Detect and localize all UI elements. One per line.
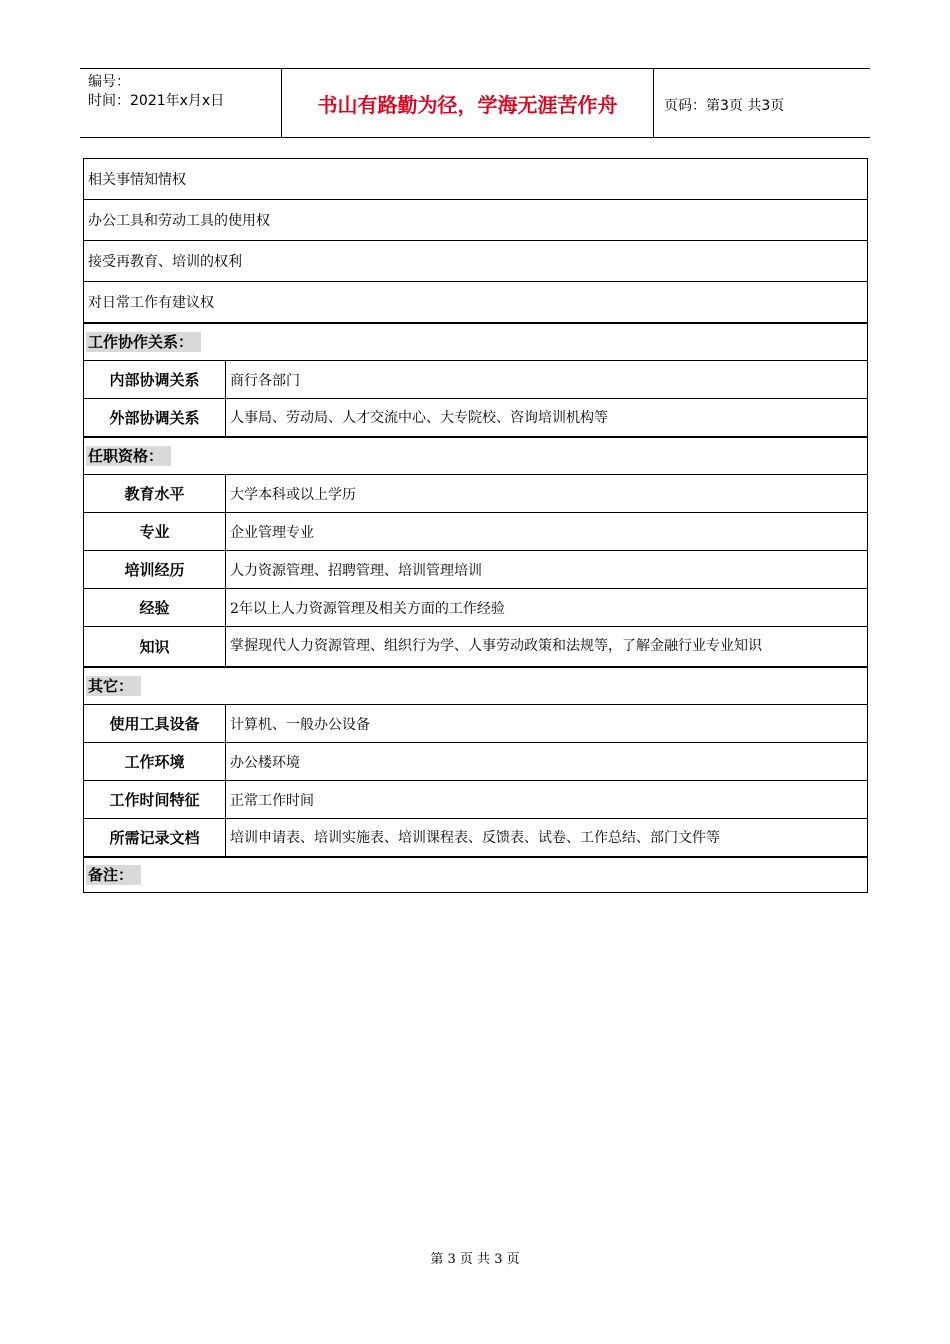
row-label: 知识 [84,627,226,667]
row-value: 商行各部门 [226,361,868,399]
row-value: 2年以上人力资源管理及相关方面的工作经验 [226,589,868,627]
row-value: 办公楼环境 [226,743,868,781]
rights-item: 接受再教育、培训的权利 [84,241,868,282]
page-footer: 第 3 页 共 3 页 [430,1252,520,1267]
row-label: 所需记录文档 [84,819,226,857]
table-row [84,627,868,667]
table-row [84,781,868,819]
row-value: 正常工作时间 [226,781,868,819]
table-row [84,513,868,551]
document-number: 编号： [88,74,130,90]
rights-item: 对日常工作有建议权 [84,282,868,323]
table-row [84,743,868,781]
rights-row [84,282,868,323]
document-date: 时间：2021年x月x日 [88,93,225,109]
section-title-remarks: 备注： [84,857,868,893]
section-title-cooperation: 工作协作关系： [84,323,868,361]
row-label: 专业 [84,513,226,551]
row-value: 企业管理专业 [226,513,868,551]
table-row [84,361,868,399]
row-label: 工作环境 [84,743,226,781]
row-value: 人力资源管理、招聘管理、培训管理培训 [226,551,868,589]
table-row [84,589,868,627]
table-row [84,475,868,513]
row-value: 大学本科或以上学历 [226,475,868,513]
rights-item: 办公工具和劳动工具的使用权 [84,200,868,241]
section-row [84,857,868,893]
row-value: 人事局、劳动局、人才交流中心、大专院校、咨询培训机构等 [226,399,868,437]
table-row [84,819,868,857]
header-motto: 书山有路勤为径，学海无涯苦作舟 [317,92,618,117]
section-row [84,667,868,705]
rights-row [84,200,868,241]
row-label: 培训经历 [84,551,226,589]
row-value: 掌握现代人力资源管理、组织行为学、人事劳动政策和法规等，了解金融行业专业知识 [226,627,868,667]
row-label: 教育水平 [84,475,226,513]
rights-row [84,241,868,282]
section-title-others: 其它： [84,667,868,705]
row-label: 工作时间特征 [84,781,226,819]
table-row [84,705,868,743]
header-meta [88,73,278,111]
rights-row [84,159,868,200]
header-page-number: 页码：第3页 共3页 [664,98,785,114]
table-row [84,399,868,437]
row-value: 计算机、一般办公设备 [226,705,868,743]
job-description-table [83,158,868,893]
row-label: 使用工具设备 [84,705,226,743]
row-label: 外部协调关系 [84,399,226,437]
section-title-qualification: 任职资格： [84,437,868,475]
row-label: 内部协调关系 [84,361,226,399]
section-row [84,437,868,475]
table-row [84,551,868,589]
rights-item: 相关事情知情权 [84,159,868,200]
page-header [80,68,870,138]
header-divider [653,69,654,137]
row-label: 经验 [84,589,226,627]
section-row [84,323,868,361]
row-value: 培训申请表、培训实施表、培训课程表、反馈表、试卷、工作总结、部门文件等 [226,819,868,857]
